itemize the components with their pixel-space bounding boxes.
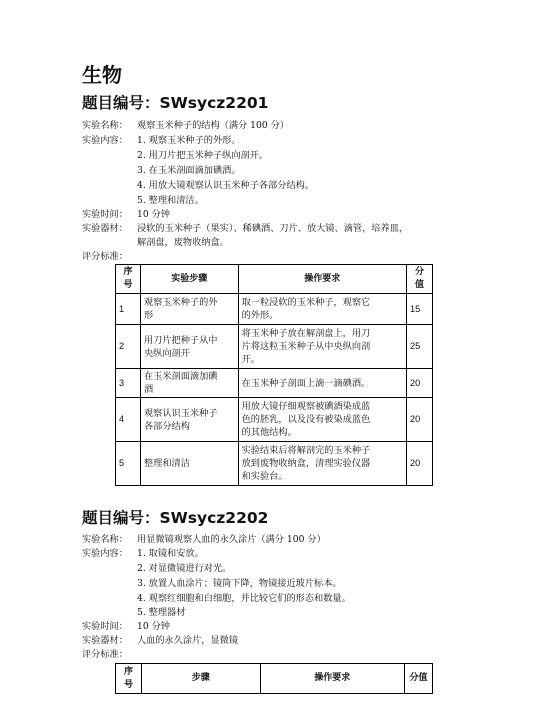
req-line: 片将这粒玉米种子从中央纵向剖 [241, 341, 371, 352]
req-line: 用放大镜仔细观察被碘酒染成蓝 [241, 401, 371, 412]
q2-time-label: 实验时间： [82, 621, 128, 632]
table-row [116, 294, 433, 325]
q2-name-label: 实验名称： [82, 534, 128, 545]
row-score: 25 [407, 325, 433, 369]
header-no-line: 号 [123, 280, 133, 290]
row-step [140, 369, 238, 398]
q1-content-label: 实验内容： [82, 135, 128, 146]
q2-title: 题目编号：SWsycz2202 [82, 509, 269, 527]
req-line: 的其他结构。 [241, 427, 297, 438]
q2-content-item: 3. 放置人血涂片；镜筒下降，物镜接近玻片标本。 [137, 578, 342, 589]
q2-score-label: 评分标准： [82, 649, 128, 660]
header-req: 操作要求 [238, 265, 406, 294]
q2-content-item: 5. 整理器材 [137, 607, 186, 618]
row-score: 20 [407, 398, 433, 442]
table-row [116, 369, 433, 398]
row-score: 20 [407, 369, 433, 398]
q1-content-item: 2. 用刀片把玉米种子纵向剖开。 [137, 150, 269, 161]
row-step [140, 325, 238, 369]
q2-content-label: 实验内容： [82, 548, 128, 559]
row-no: 3 [116, 369, 141, 398]
step-line: 观察认识玉米种子 [143, 407, 218, 419]
req-line: 实验结束后将解剖完的玉米种子 [241, 445, 371, 456]
row-no: 4 [116, 398, 141, 442]
row-req [238, 325, 406, 369]
q2-time: 10 分钟 [137, 621, 170, 632]
row-no: 5 [116, 442, 141, 486]
req-line: 将玉米种子放在解剖盘上，用刀 [241, 328, 371, 339]
req-line: 和实验台。 [241, 471, 288, 482]
row-step [140, 398, 238, 442]
row-no: 2 [116, 325, 141, 369]
row-req [238, 369, 406, 398]
row-score: 20 [407, 442, 433, 486]
step-line: 形 [143, 310, 154, 321]
header-no [116, 265, 141, 294]
req-line: 在玉米种子剖面上滴一滴碘酒。 [241, 377, 371, 389]
header-no-line: 序 [123, 666, 133, 677]
header-req: 操作要求 [260, 664, 404, 694]
header-step: 步骤 [141, 664, 260, 694]
q1-content-item: 4. 用放大镜观察认识玉米种子各部分结构。 [137, 180, 315, 191]
q1-time: 10 分钟 [137, 209, 170, 220]
row-req [238, 442, 406, 486]
q2-equip-label: 实验器材： [82, 635, 128, 646]
req-line: 取一粒浸软的玉米种子，观察它 [241, 297, 371, 308]
header-score [407, 265, 433, 294]
step-line: 各部分结构 [143, 420, 190, 432]
header-step: 实验步骤 [140, 265, 238, 294]
q2-content-item: 2. 对显微镜进行对光。 [137, 563, 232, 574]
req-line: 放到废物收纳盒，清理实验仪器 [241, 458, 371, 469]
q2-content-item: 4. 观察红细胞和白细胞，并比较它们的形态和数量。 [137, 593, 351, 604]
q1-equip-label: 实验器材： [82, 223, 128, 234]
q1-score-label: 评分标准： [82, 251, 128, 262]
row-req [238, 398, 406, 442]
row-score: 15 [407, 294, 433, 325]
q1-time-label: 实验时间： [82, 209, 128, 220]
q1-score-table [115, 264, 433, 486]
q1-name-label: 实验名称： [82, 120, 128, 131]
header-no-line: 序 [123, 267, 133, 277]
step-line: 在玉米剖面滴加碘 [143, 371, 218, 382]
q1-equip: 浸软的玉米种子（果实）、稀碘酒、刀片、放大镜、滴管，培养皿， [137, 223, 409, 234]
step-line: 酒 [143, 384, 154, 395]
header-no [116, 664, 142, 694]
q2-name: 用显微镜观察人血的永久涂片（满分 100 分） [137, 534, 326, 545]
q1-equip: 解剖盘，废物收纳盒。 [137, 237, 229, 248]
req-line: 开。 [241, 354, 260, 365]
q2-content-item: 1. 取镜和安放。 [137, 548, 204, 559]
row-step: 整理和清洁 [140, 442, 238, 486]
q1-title: 题目编号：SWsycz2201 [82, 94, 269, 112]
q1-content-item: 1. 观察玉米种子的外形。 [137, 135, 241, 146]
step-line: 用刀片把种子从中 [143, 334, 218, 346]
q2-equip: 人血的永久涂片，显微镜 [137, 635, 239, 646]
row-step [140, 294, 238, 325]
row-req [238, 294, 406, 325]
step-line: 观察玉米种子的外 [143, 297, 218, 308]
step-line: 央纵向剖开 [143, 347, 190, 359]
q1-content-item: 3. 在玉米剖面滴加碘酒。 [137, 165, 241, 176]
header-score-line: 值 [415, 280, 425, 290]
row-no: 1 [116, 294, 141, 325]
table-header-row [116, 664, 433, 694]
q1-name: 观察玉米种子的结构（满分 100 分） [137, 120, 290, 131]
subject-heading: 生物 [82, 63, 122, 87]
table-header-row [116, 265, 433, 294]
q2-score-table [115, 663, 433, 694]
header-score-line: 分 [415, 267, 425, 277]
header-score: 分值 [405, 664, 433, 694]
q1-content-item: 5. 整理和清洁。 [137, 195, 204, 206]
req-line: 色的胚乳，以及没有被染成蓝色 [241, 414, 371, 425]
req-line: 的外形。 [241, 310, 279, 321]
table-row [116, 325, 433, 369]
table-row [116, 442, 433, 486]
table-row [116, 398, 433, 442]
header-no-line: 号 [123, 679, 133, 690]
